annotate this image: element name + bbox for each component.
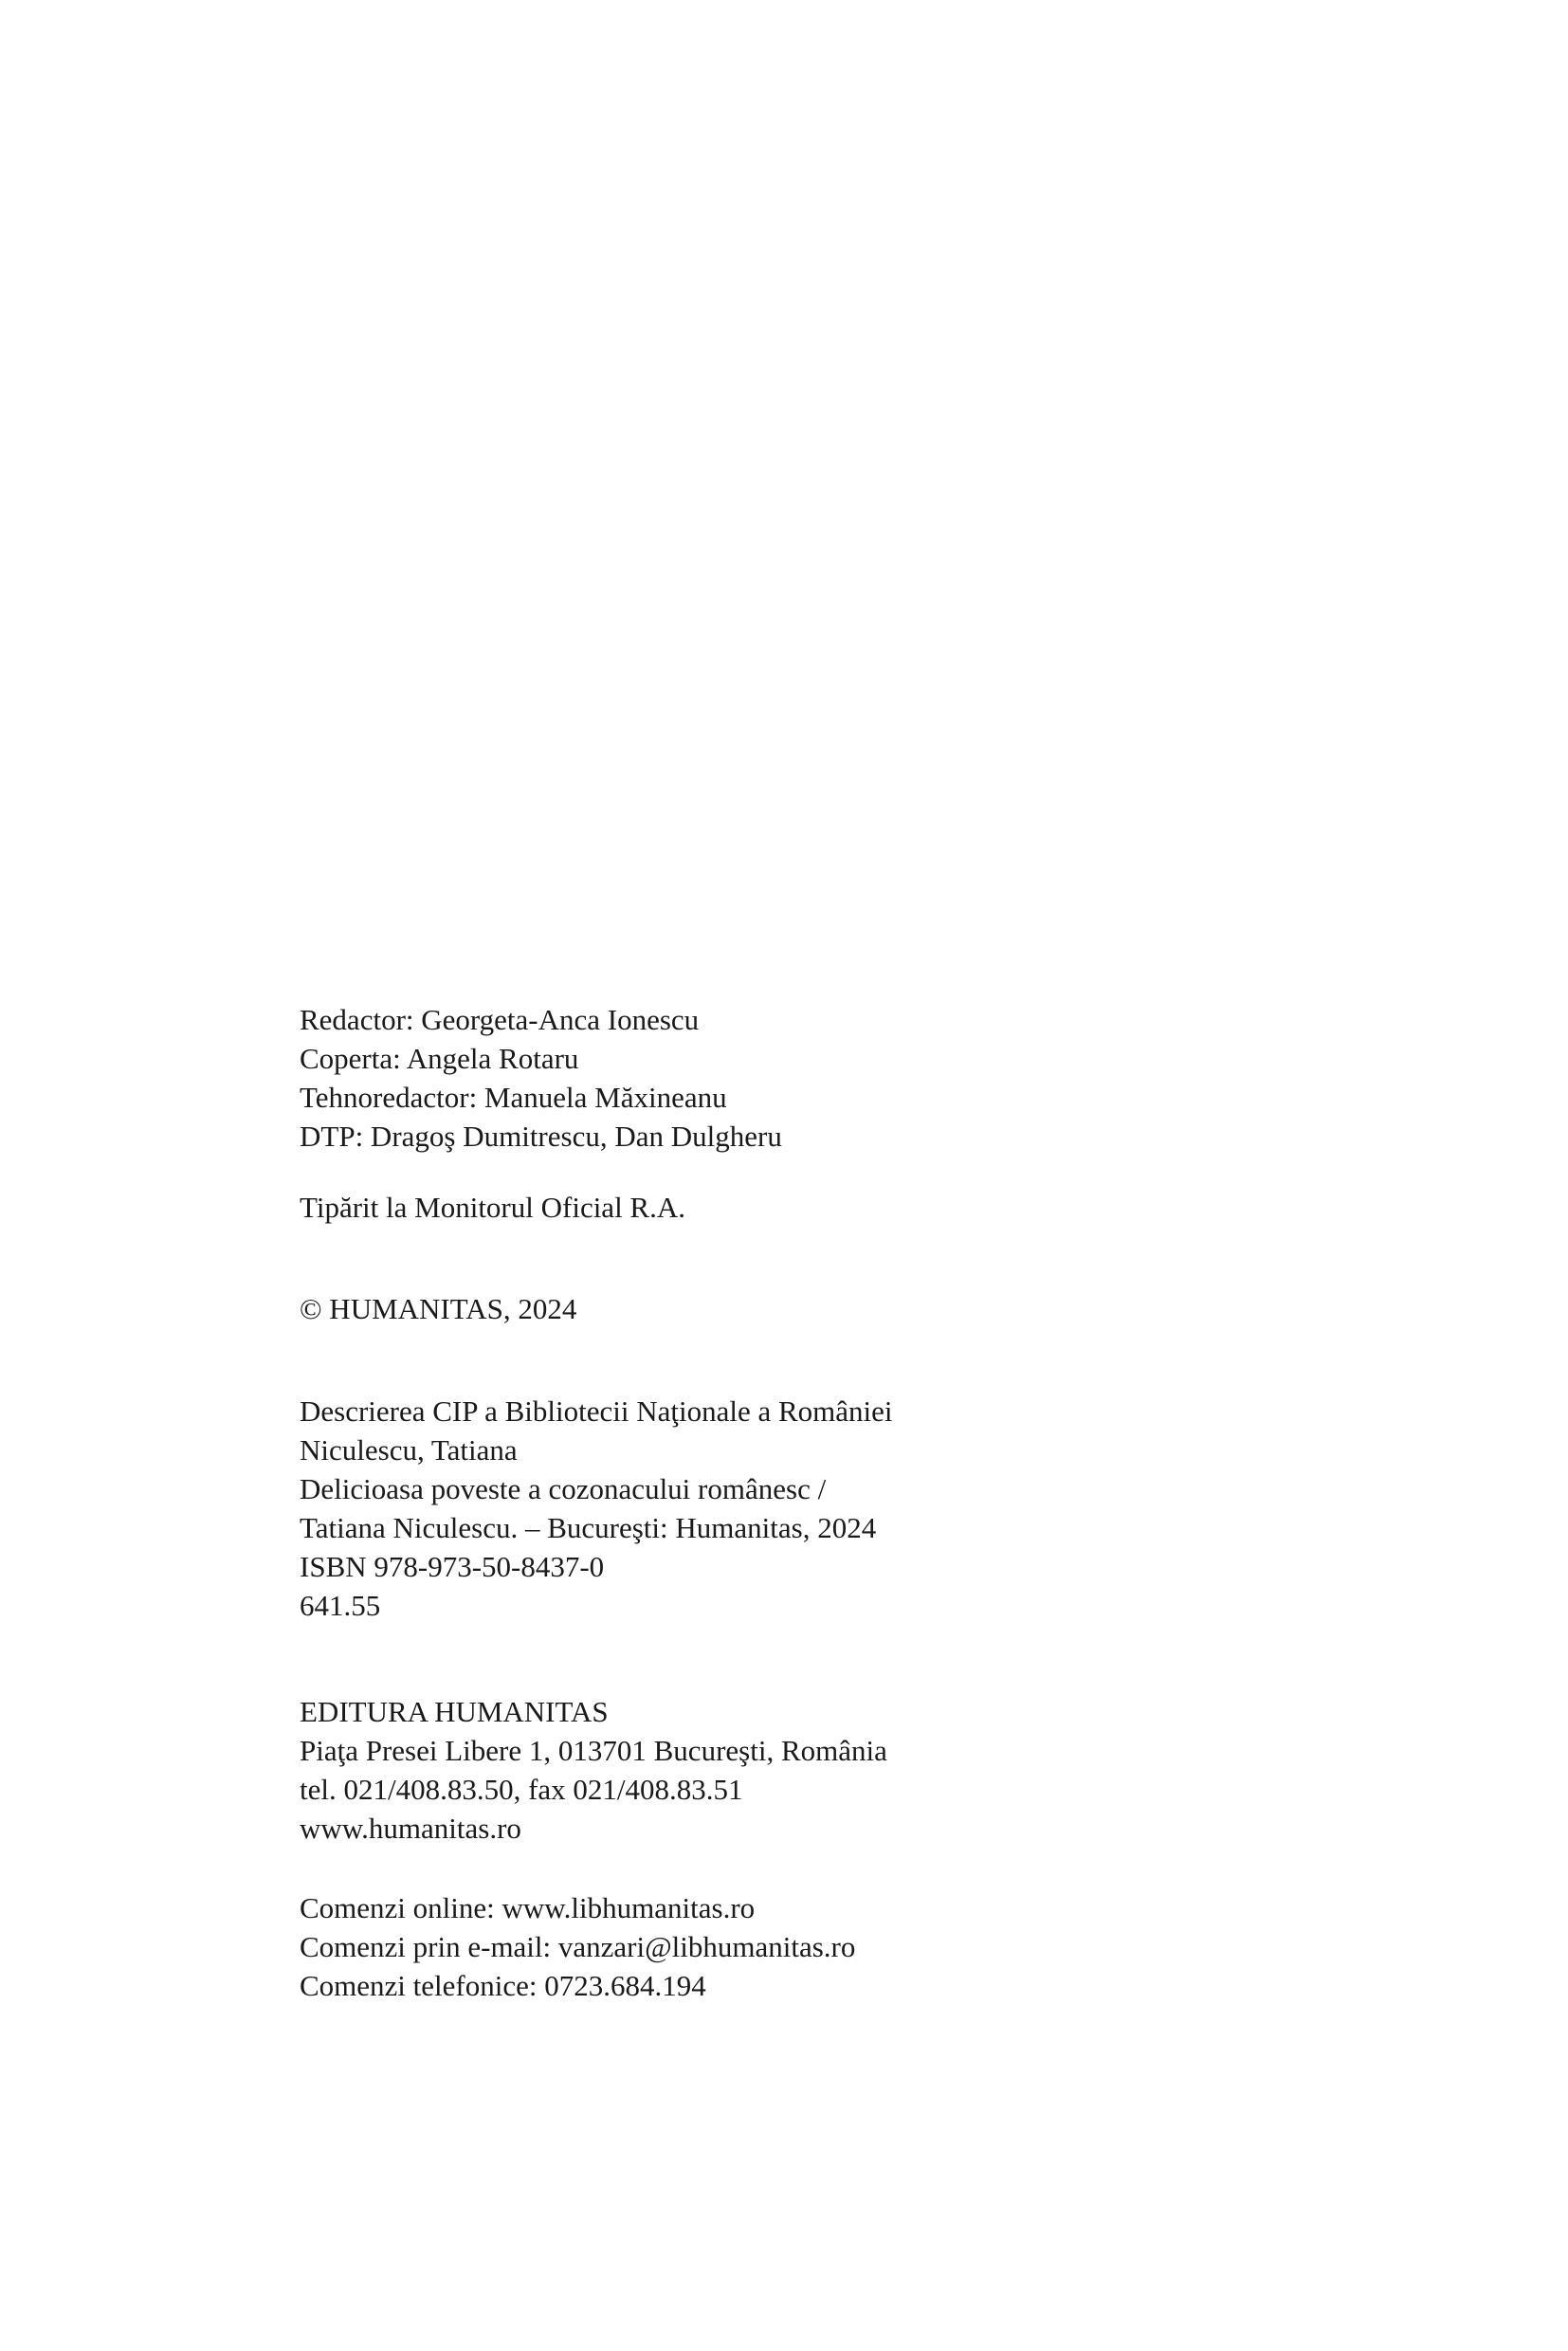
cip-title: Delicioasa poveste a cozonacului românesc / <box>300 1472 827 1505</box>
publisher-block <box>300 1692 887 1848</box>
publisher-name: EDITURA HUMANITAS <box>300 1695 609 1728</box>
orders-email: Comenzi prin e-mail: vanzari@libhumanitas.ro <box>300 1930 856 1963</box>
dtp-line: DTP: Dragoş Dumitrescu, Dan Dulgheru <box>300 1120 782 1153</box>
orders-block <box>300 1888 855 2005</box>
cip-isbn: ISBN 978-973-50-8437-0 <box>300 1550 605 1583</box>
cip-heading: Descrierea CIP a Bibliotecii Naţionale a României <box>300 1394 893 1428</box>
orders-online: Comenzi online: www.libhumanitas.ro <box>300 1891 756 1924</box>
editor-line: Redactor: Georgeta-Anca Ionescu <box>300 1003 700 1036</box>
orders-phone: Comenzi telefonice: 0723.684.194 <box>300 1969 706 2002</box>
copyright-block <box>300 1289 576 1328</box>
publisher-phone-fax: tel. 021/408.83.50, fax 021/408.83.51 <box>300 1773 743 1806</box>
printer-line: Tipărit la Monitorul Oficial R.A. <box>300 1191 685 1224</box>
cip-block <box>300 1392 893 1625</box>
cip-author: Niculescu, Tatiana <box>300 1433 518 1467</box>
cip-imprint: Tatiana Niculescu. – Bucureşti: Humanitas, 2024 <box>300 1511 877 1544</box>
cover-line: Coperta: Angela Rotaru <box>300 1042 579 1075</box>
publisher-website: www.humanitas.ro <box>300 1812 521 1845</box>
copyright-line: © HUMANITAS, 2024 <box>300 1292 577 1325</box>
printer-block <box>300 1188 685 1227</box>
credits-block <box>300 1000 782 1156</box>
publisher-address: Piaţa Presei Libere 1, 013701 Bucureşti, România <box>300 1734 887 1767</box>
cip-classification: 641.55 <box>300 1589 381 1622</box>
typesetter-line: Tehnoredactor: Manuela Măxineanu <box>300 1081 727 1114</box>
